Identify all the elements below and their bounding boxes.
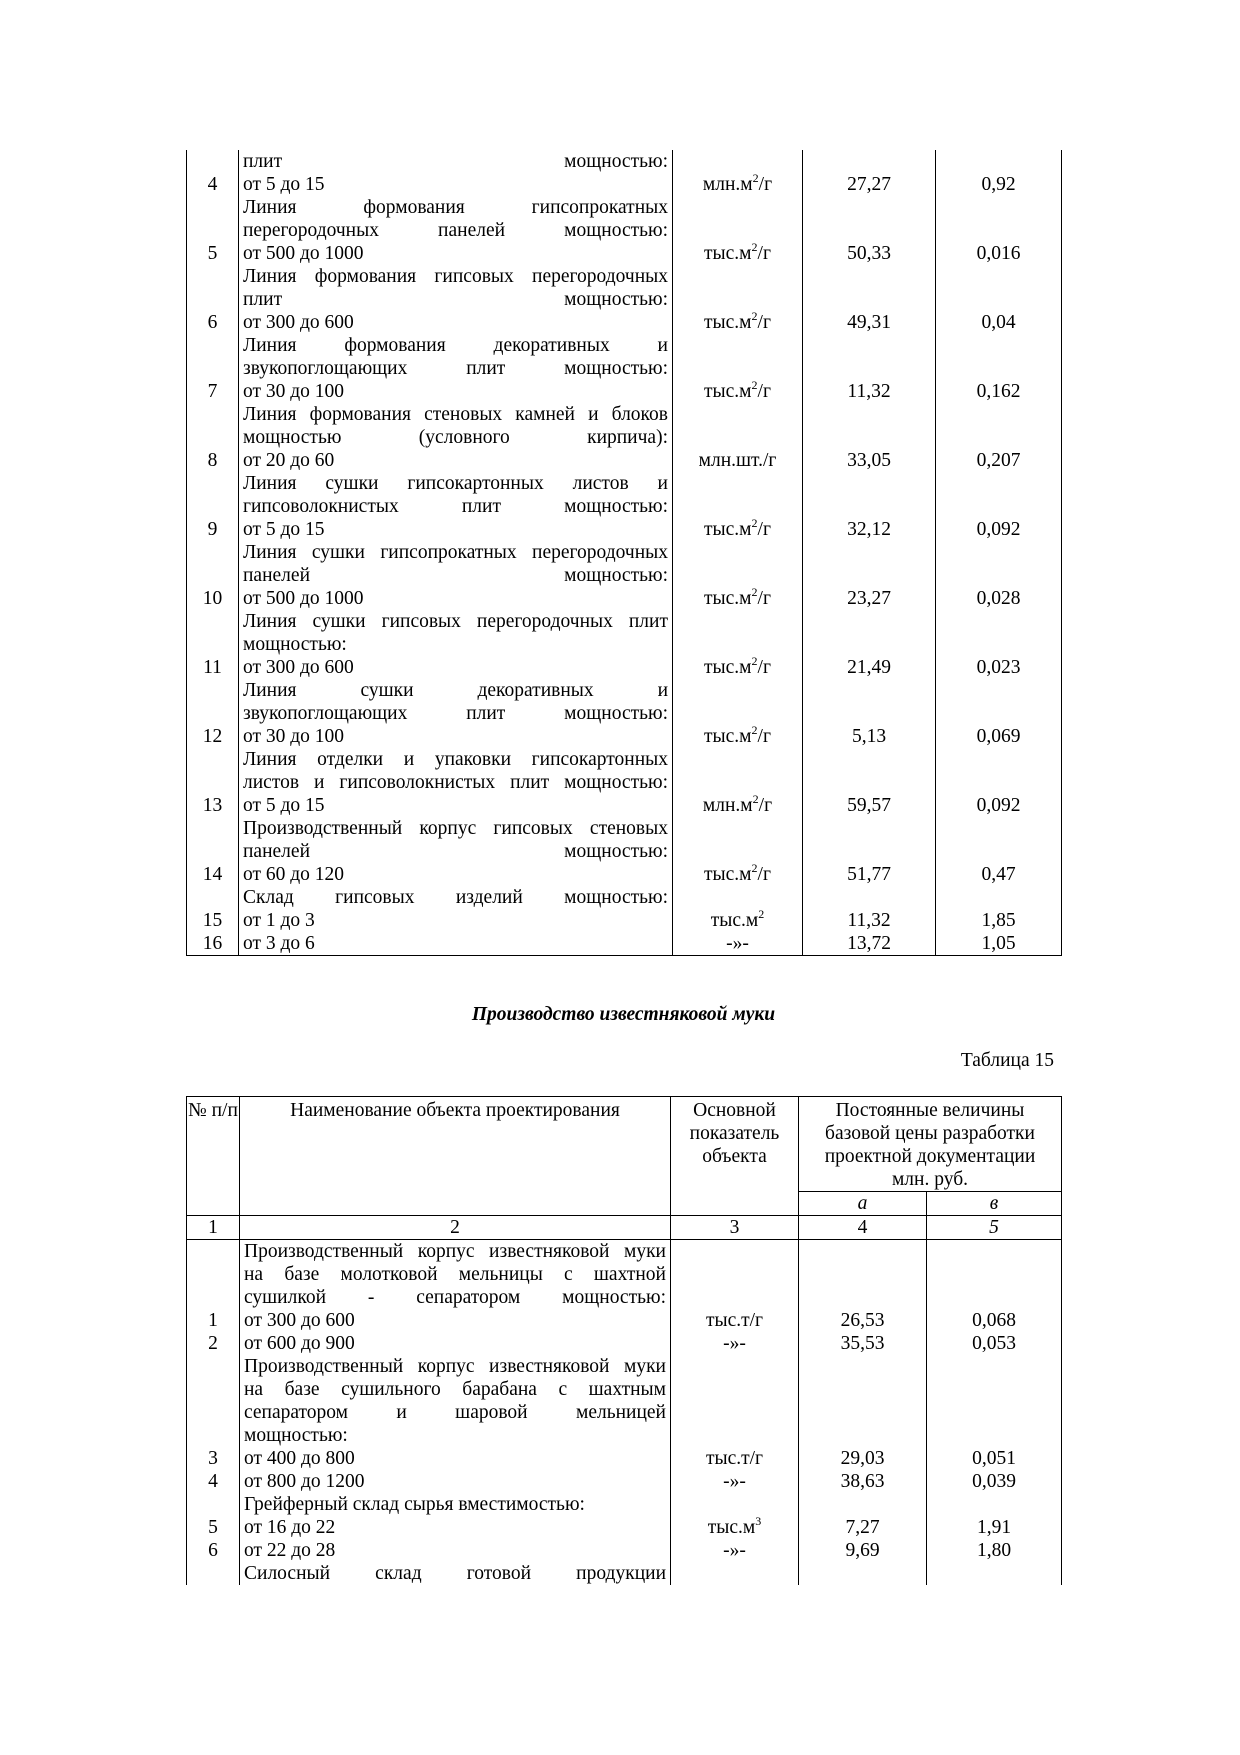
- row-unit-text: тыс.м: [707, 1517, 756, 1538]
- row-unit-text: тыс.м: [704, 519, 752, 540]
- row-number: 6: [187, 265, 239, 334]
- row-unit-tail: /г: [757, 864, 771, 885]
- row-value-b: 0,47: [936, 817, 1062, 886]
- group-title-line: Производственный корпус известняковой муки: [244, 1241, 666, 1262]
- row-unit-text: тыс.м: [704, 243, 752, 264]
- row-name-line: звукопоглощающих плит мощностью:: [243, 703, 668, 724]
- row-value-a: 27,27: [803, 150, 936, 196]
- row-unit: [671, 1309, 799, 1332]
- header-num-label: № п/п: [188, 1100, 238, 1121]
- row-name: [239, 403, 673, 472]
- row-unit-tail: /г: [758, 795, 773, 816]
- row-name: от 800 до 1200: [240, 1470, 671, 1493]
- row-name: [239, 334, 673, 403]
- row-name-line: от 1 до 3: [243, 910, 315, 931]
- row-name: от 300 до 600: [240, 1309, 671, 1332]
- row-value-b: 0,039: [927, 1470, 1062, 1493]
- row-value-a: 13,72: [803, 932, 936, 956]
- row-name-line: от 500 до 1000: [243, 243, 364, 264]
- row-value-a: 26,53: [799, 1309, 927, 1332]
- row-unit: [671, 1332, 799, 1355]
- row-unit-text: -»-: [723, 1471, 746, 1492]
- table-row: [187, 1447, 1062, 1470]
- group-a-empty: [799, 1562, 927, 1585]
- index-cell: 1: [187, 1216, 240, 1240]
- table-row: [187, 1332, 1062, 1355]
- row-unit-text: -»-: [726, 933, 749, 954]
- row-name-line: от 300 до 600: [243, 312, 354, 333]
- group-unit-empty: [671, 1493, 799, 1516]
- row-unit: [671, 1539, 799, 1562]
- row-number: 8: [187, 403, 239, 472]
- row-value-a: 51,77: [803, 817, 936, 886]
- row-unit: [673, 932, 803, 956]
- row-value-b: 0,016: [936, 196, 1062, 265]
- group-title-row: [187, 1493, 1062, 1516]
- group-title-line: Производственный корпус известняковой муки: [244, 1356, 666, 1377]
- index-cell: 4: [799, 1216, 927, 1240]
- row-number: 10: [187, 541, 239, 610]
- row-value-b: 1,91: [927, 1516, 1062, 1539]
- row-unit-sup: 2: [751, 860, 758, 875]
- row-unit-tail: /г: [757, 726, 771, 747]
- row-value-b: 0,092: [936, 472, 1062, 541]
- row-unit-sup: 2: [751, 515, 758, 530]
- row-name-line: листов и гипсоволокнистых плит мощностью:: [243, 772, 668, 793]
- table-row: [187, 1539, 1062, 1562]
- row-name-line: от 300 до 600: [243, 657, 354, 678]
- row-unit: [673, 886, 803, 932]
- row-name-line: от 5 до 15: [243, 174, 325, 195]
- row-name-line: от 20 до 60: [243, 450, 335, 471]
- row-number: 15: [187, 886, 239, 932]
- group-title-line: на базе сушильного барабана с шахтным: [244, 1379, 666, 1400]
- row-name-line: Линия формования стеновых камней и блоков: [243, 404, 668, 425]
- row-value-b: 1,80: [927, 1539, 1062, 1562]
- row-value-a: 32,12: [803, 472, 936, 541]
- section-title: Производство известняковой муки: [471, 1004, 776, 1025]
- row-name: от 400 до 800: [240, 1447, 671, 1470]
- row-number: 6: [187, 1539, 240, 1562]
- row-value-a: 9,69: [799, 1539, 927, 1562]
- row-name-line: от 30 до 100: [243, 381, 345, 402]
- table-row: [187, 150, 1062, 196]
- index-cell: 3: [671, 1216, 799, 1240]
- group-title-line: на базе молотковой мельницы с шахтной: [244, 1264, 666, 1285]
- row-unit-text: тыс.т/г: [705, 1310, 764, 1331]
- table-gypsum-body: [187, 150, 1062, 956]
- group-b-empty: [927, 1355, 1062, 1447]
- row-number: 12: [187, 679, 239, 748]
- row-unit: [673, 150, 803, 196]
- table-row: [187, 1470, 1062, 1493]
- table-row: [187, 196, 1062, 265]
- row-name-line: панелей мощностью:: [243, 565, 668, 586]
- row-value-a: 35,53: [799, 1332, 927, 1355]
- row-name-line: перегородочных панелей мощностью:: [243, 220, 668, 241]
- row-unit-sup: 2: [751, 722, 758, 737]
- row-unit: [673, 817, 803, 886]
- group-title-line: Грейферный склад сырья вместимостью:: [244, 1494, 585, 1515]
- row-value-a: 11,32: [803, 886, 936, 932]
- row-unit: [673, 334, 803, 403]
- row-name-line: гипсоволокнистых плит мощностью:: [243, 496, 668, 517]
- row-number: 1: [187, 1309, 240, 1332]
- table-header-row: [187, 1097, 1062, 1192]
- row-value-b: 0,028: [936, 541, 1062, 610]
- row-unit-text: тыс.м: [704, 381, 752, 402]
- table-row: [187, 817, 1062, 886]
- header-unit: [671, 1097, 799, 1216]
- row-unit-text: тыс.м: [704, 657, 752, 678]
- row-unit: [673, 679, 803, 748]
- group-a-empty: [799, 1240, 927, 1310]
- group-title: [240, 1240, 671, 1310]
- row-unit-sup: 2: [751, 308, 758, 323]
- row-value-a: 5,13: [803, 679, 936, 748]
- row-name-line: Склад гипсовых изделий мощностью:: [243, 887, 668, 908]
- row-unit-text: тыс.м: [704, 588, 752, 609]
- row-name-line: Линия сушки гипсокартонных листов и: [243, 473, 668, 494]
- row-name: от 22 до 28: [240, 1539, 671, 1562]
- table-limestone-flour: [186, 1096, 1062, 1585]
- table-row: [187, 1516, 1062, 1539]
- row-unit-sup: 2: [751, 584, 758, 599]
- row-unit: [673, 196, 803, 265]
- row-name-line: мощностью (условного кирпича):: [243, 427, 668, 448]
- group-b-empty: [927, 1493, 1062, 1516]
- table-row: [187, 472, 1062, 541]
- header-sub-b: в: [927, 1192, 1062, 1216]
- row-number: 7: [187, 334, 239, 403]
- row-name-line: панелей мощностью:: [243, 841, 668, 862]
- header-price: [799, 1097, 1062, 1192]
- table-row: [187, 403, 1062, 472]
- row-value-a: 29,03: [799, 1447, 927, 1470]
- row-name-line: Производственный корпус гипсовых стеновых: [243, 818, 668, 839]
- row-unit-tail: /г: [757, 381, 771, 402]
- table-row: [187, 748, 1062, 817]
- group-title-line: сушилкой - сепаратором мощностью:: [244, 1287, 666, 1308]
- row-unit-sup: 2: [751, 239, 758, 254]
- row-unit-text: тыс.т/г: [705, 1448, 764, 1469]
- row-unit-text: тыс.м: [704, 312, 752, 333]
- row-name: от 600 до 900: [240, 1332, 671, 1355]
- row-number: 4: [187, 150, 239, 196]
- row-unit-text: тыс.м: [704, 864, 752, 885]
- table-row: [187, 932, 1062, 956]
- group-num-empty: [187, 1562, 240, 1585]
- group-a-empty: [799, 1355, 927, 1447]
- row-value-a: 11,32: [803, 334, 936, 403]
- row-name-line: Линия отделки и упаковки гипсокартонных: [243, 749, 668, 770]
- row-unit-tail: /г: [757, 243, 771, 264]
- row-unit-text: -»-: [723, 1540, 746, 1561]
- row-name-line: звукопоглощающих плит мощностью:: [243, 358, 668, 379]
- row-unit-sup: 2: [752, 170, 759, 185]
- row-value-b: 0,207: [936, 403, 1062, 472]
- group-title: [240, 1493, 671, 1516]
- row-number: 5: [187, 196, 239, 265]
- row-value-a: 50,33: [803, 196, 936, 265]
- group-b-empty: [927, 1562, 1062, 1585]
- row-name-line: от 500 до 1000: [243, 588, 364, 609]
- row-name-line: Линия сушки гипсопрокатных перегородочных: [243, 542, 668, 563]
- row-number: 2: [187, 1332, 240, 1355]
- row-name: [239, 472, 673, 541]
- group-title-row: [187, 1562, 1062, 1585]
- row-number: 14: [187, 817, 239, 886]
- row-name-line: Линия формования декоративных и: [243, 335, 668, 356]
- row-unit-sup: 3: [755, 1513, 762, 1528]
- table-row: [187, 541, 1062, 610]
- group-num-empty: [187, 1355, 240, 1447]
- row-name: [239, 679, 673, 748]
- row-number: 3: [187, 1447, 240, 1470]
- row-unit-tail: /г: [757, 657, 771, 678]
- row-name-line: мощностью:: [243, 634, 347, 655]
- group-num-empty: [187, 1240, 240, 1310]
- row-unit: [671, 1447, 799, 1470]
- row-name-line: плит мощностью:: [243, 151, 668, 172]
- row-value-b: 0,162: [936, 334, 1062, 403]
- header-name: [240, 1097, 671, 1216]
- group-a-empty: [799, 1493, 927, 1516]
- row-value-b: 0,92: [936, 150, 1062, 196]
- row-value-b: 0,069: [936, 679, 1062, 748]
- row-value-a: 49,31: [803, 265, 936, 334]
- row-value-b: 0,053: [927, 1332, 1062, 1355]
- row-unit: [673, 265, 803, 334]
- row-name-line: Линия сушки декоративных и: [243, 680, 668, 701]
- row-unit-sup: 2: [751, 653, 758, 668]
- row-name: [239, 817, 673, 886]
- row-name: [239, 196, 673, 265]
- group-title-line: Силосный склад готовой продукции: [244, 1563, 666, 1584]
- row-unit-text: -»-: [723, 1333, 746, 1354]
- group-title-row: [187, 1240, 1062, 1310]
- group-b-empty: [927, 1240, 1062, 1310]
- group-title: [240, 1355, 671, 1447]
- row-value-b: 0,023: [936, 610, 1062, 679]
- index-cell: 2: [240, 1216, 671, 1240]
- row-value-b: 0,092: [936, 748, 1062, 817]
- row-value-b: 0,068: [927, 1309, 1062, 1332]
- row-name-line: Линия формования гипсопрокатных: [243, 197, 668, 218]
- row-name-line: от 60 до 120: [243, 864, 345, 885]
- row-name: от 16 до 22: [240, 1516, 671, 1539]
- row-unit: [673, 748, 803, 817]
- row-value-a: 59,57: [803, 748, 936, 817]
- row-unit-text: млн.шт./г: [698, 450, 777, 471]
- table-index-row: [187, 1216, 1062, 1240]
- row-name: [239, 150, 673, 196]
- row-number: 5: [187, 1516, 240, 1539]
- row-value-b: 0,051: [927, 1447, 1062, 1470]
- row-unit-sup: 2: [758, 906, 765, 921]
- row-number: 11: [187, 610, 239, 679]
- row-name-line: от 5 до 15: [243, 795, 325, 816]
- group-title-line: сепаратором и шаровой мельницей: [244, 1402, 666, 1423]
- header-price-label: Постоянные величины базовой цены разработки проектной документации млн. руб.: [824, 1100, 1036, 1190]
- row-value-a: 21,49: [803, 610, 936, 679]
- row-unit-tail: /г: [757, 588, 771, 609]
- table-number: Таблица 15: [960, 1050, 1054, 1071]
- row-value-a: 33,05: [803, 403, 936, 472]
- table-row: [187, 679, 1062, 748]
- group-title: [240, 1562, 671, 1585]
- row-unit-tail: /г: [757, 312, 771, 333]
- row-value-b: 1,05: [936, 932, 1062, 956]
- row-unit-text: тыс.м: [704, 726, 752, 747]
- group-unit-empty: [671, 1240, 799, 1310]
- row-number: 16: [187, 932, 239, 956]
- row-unit-text: млн.м: [702, 174, 753, 195]
- header-num: [187, 1097, 240, 1216]
- row-unit: [673, 403, 803, 472]
- row-value-a: 38,63: [799, 1470, 927, 1493]
- group-unit-empty: [671, 1562, 799, 1585]
- table-row: [187, 265, 1062, 334]
- table-row: [187, 1309, 1062, 1332]
- row-unit: [673, 610, 803, 679]
- row-name-line: Линия сушки гипсовых перегородочных плит: [243, 611, 668, 632]
- row-name: [239, 265, 673, 334]
- row-name-line: Линия формования гипсовых перегородочных: [243, 266, 668, 287]
- header-sub-a: а: [799, 1192, 927, 1216]
- group-unit-empty: [671, 1355, 799, 1447]
- row-unit-sup: 2: [752, 791, 759, 806]
- row-unit-tail: /г: [757, 519, 771, 540]
- row-value-a: 7,27: [799, 1516, 927, 1539]
- group-num-empty: [187, 1493, 240, 1516]
- row-name: [239, 541, 673, 610]
- row-number: 9: [187, 472, 239, 541]
- table-row: [187, 334, 1062, 403]
- row-name-line: плит мощностью:: [243, 289, 668, 310]
- row-number: 4: [187, 1470, 240, 1493]
- header-name-label: Наименование объекта проектирования: [290, 1100, 620, 1121]
- row-name: [239, 886, 673, 932]
- row-value-b: 1,85: [936, 886, 1062, 932]
- row-number: 13: [187, 748, 239, 817]
- row-unit: [673, 541, 803, 610]
- group-title-row: [187, 1355, 1062, 1447]
- row-name-line: от 30 до 100: [243, 726, 345, 747]
- row-unit-text: тыс.м: [710, 910, 759, 931]
- header-unit-label: Основной показатель объекта: [689, 1100, 780, 1167]
- row-value-b: 0,04: [936, 265, 1062, 334]
- row-unit: [671, 1513, 799, 1539]
- row-name-line: от 5 до 15: [243, 519, 325, 540]
- row-name: [239, 932, 673, 956]
- row-name: [239, 610, 673, 679]
- row-name-line: от 3 до 6: [243, 933, 315, 954]
- row-unit-text: млн.м: [702, 795, 753, 816]
- row-unit-sup: 2: [751, 377, 758, 392]
- row-value-a: 23,27: [803, 541, 936, 610]
- row-unit: [673, 472, 803, 541]
- row-unit: [671, 1470, 799, 1493]
- row-unit-tail: /г: [758, 174, 773, 195]
- table-limestone-body: [187, 1097, 1062, 1586]
- group-title-line: мощностью:: [244, 1425, 348, 1446]
- table-gypsum-lines: [186, 150, 1062, 956]
- index-cell: 5: [927, 1216, 1062, 1240]
- row-name: [239, 748, 673, 817]
- table-row: [187, 886, 1062, 932]
- table-row: [187, 610, 1062, 679]
